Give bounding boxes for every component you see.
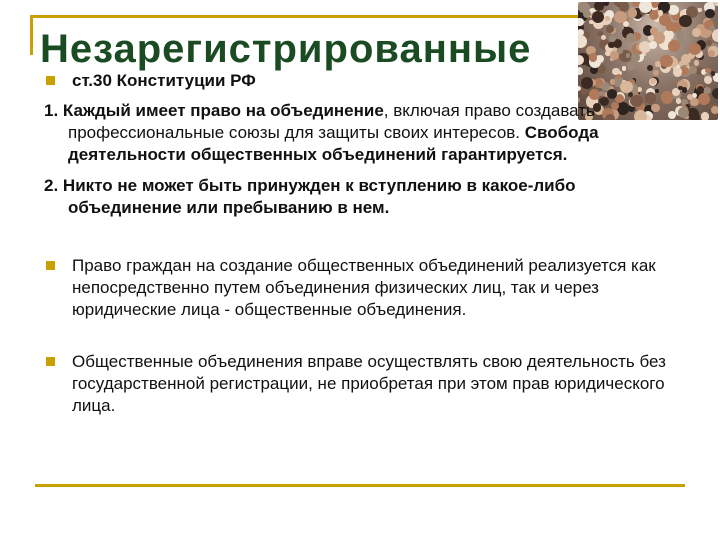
bullet-no-registration — [46, 351, 678, 417]
p1-number: 1. — [44, 101, 59, 120]
slide-title: Незарегистрированные — [40, 27, 532, 71]
p1-bold-b: Свобода деятельности общественных объединений гарантируется. — [68, 123, 599, 164]
paragraph-2 — [44, 175, 678, 219]
bullet3-text: Общественные объединения вправе осуществлять свою деятельность без государственной регистрации, не приобретая при этом прав юридического лица. — [72, 352, 666, 415]
bullet-article-ref — [46, 70, 678, 92]
bullet-right-to-create — [46, 255, 678, 321]
p2-number: 2. — [44, 176, 59, 195]
p2-bold: Никто не может быть принужден к вступлению в какое-либо объединение или пребыванию в нем. — [62, 176, 576, 217]
article-ref-text: ст.30 Конституции РФ — [72, 71, 256, 90]
title-left-rule — [30, 15, 33, 55]
p1-bold-a: Каждый имеет право на объединение — [62, 101, 384, 120]
p1-normal: , включая право создавать профессиональные союзы для защиты своих интересов. — [68, 101, 595, 142]
bullet-square-icon — [46, 261, 55, 270]
bullet2-text: Право граждан на создание общественных объединений реализуется как непосредственно путем объединения физических лиц, так и через юридические лица - общественные объединения. — [72, 256, 656, 319]
slide-body — [46, 70, 678, 417]
bullet-square-icon — [46, 76, 55, 85]
paragraph-1 — [44, 100, 678, 166]
footer-rule — [35, 484, 685, 487]
bullet-square-icon — [46, 357, 55, 366]
